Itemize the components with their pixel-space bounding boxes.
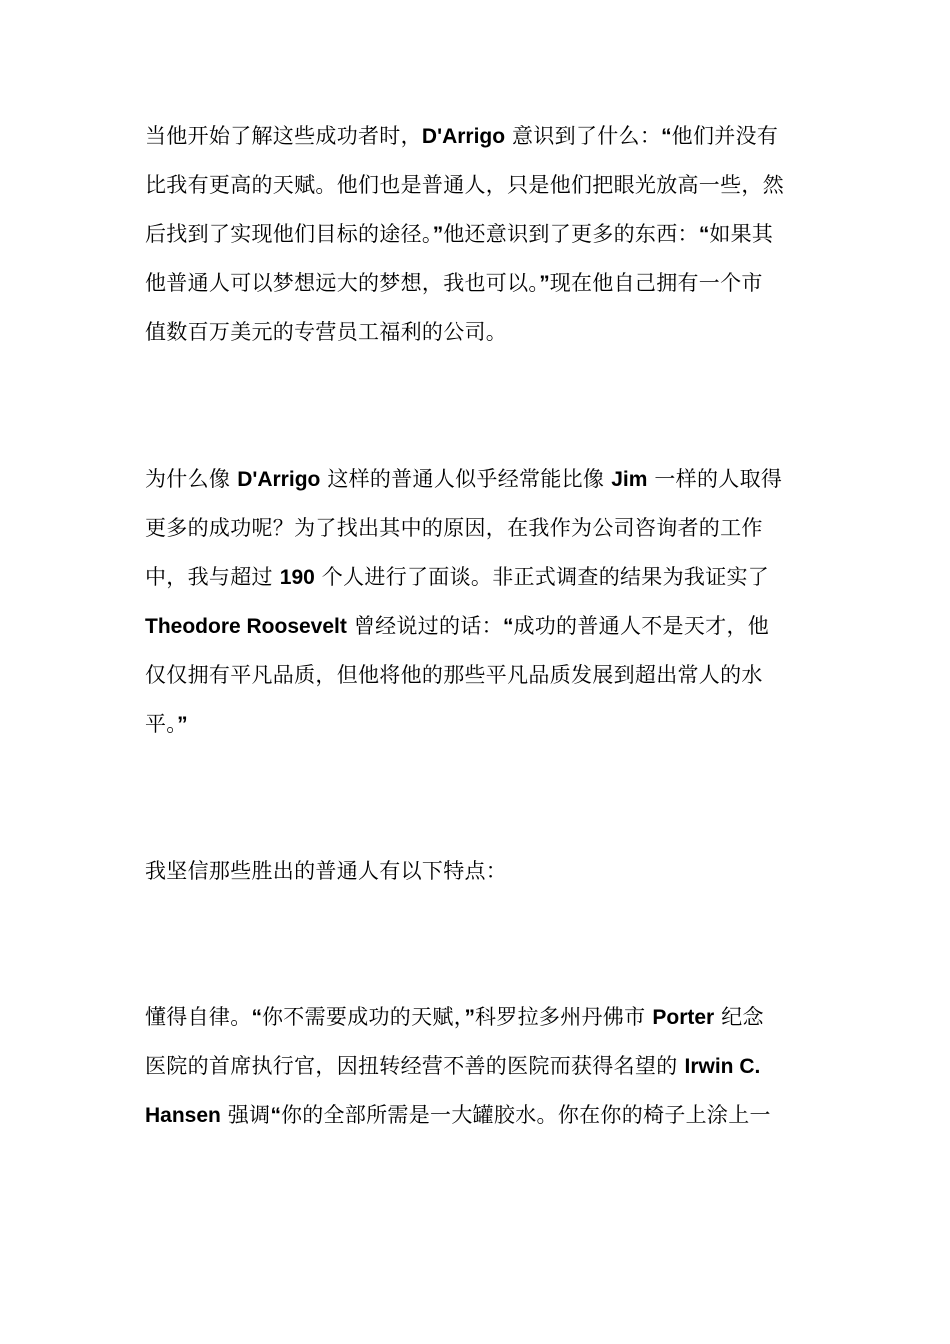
- bold-text-run: ”: [177, 713, 188, 736]
- text-line: [145, 161, 815, 210]
- text-run: 你不需要成功的天赋，: [262, 1005, 465, 1029]
- text-run: 比我有更高的天赋。他们也是普通人，只是他们把眼光放高一些，然: [145, 173, 784, 197]
- text-run: 曾经说过的话：: [346, 614, 503, 638]
- text-run: 这样的普通人似乎经常能比像: [320, 467, 612, 491]
- text-line: [145, 455, 815, 504]
- bold-text-run: ”: [464, 1006, 475, 1029]
- text-run: 现在他自己拥有一个市: [549, 271, 763, 295]
- paragraph-darrigo-realization: [145, 112, 815, 357]
- text-run: 科罗拉多州丹佛市: [475, 1005, 653, 1029]
- text-run: 你的全部所需是一大罐胶水。你在你的椅子上涂上一: [280, 1103, 771, 1127]
- text-run: 强调: [220, 1103, 271, 1127]
- text-run: 成功的普通人不是天才，他: [513, 614, 770, 638]
- bold-text-run: “: [502, 615, 514, 638]
- text-run: 如果其: [709, 222, 774, 246]
- text-line: [145, 651, 815, 700]
- text-line: [145, 259, 815, 308]
- text-line: [145, 847, 815, 896]
- text-run: 更多的成功呢？为了找出其中的原因，在我作为公司咨询者的工作: [145, 516, 763, 540]
- text-run: 我坚信那些胜出的普通人有以下特点：: [145, 859, 508, 883]
- paragraph-traits-intro: [145, 847, 815, 896]
- text-line: [145, 504, 815, 553]
- text-line: [145, 700, 815, 749]
- bold-text-run: “: [661, 125, 672, 148]
- text-run: 纪念: [714, 1005, 764, 1029]
- bold-text-run: ”: [539, 272, 550, 295]
- bold-text-run: “: [270, 1104, 281, 1127]
- text-run: 一样的人取得: [647, 467, 783, 491]
- bold-text-run: ”: [432, 223, 444, 246]
- text-run: 当他开始了解这些成功者时，: [145, 124, 422, 148]
- text-run: 懂得自律。: [145, 1005, 252, 1029]
- text-line: [145, 602, 815, 651]
- text-line: [145, 993, 815, 1042]
- paragraph-self-discipline: [145, 993, 815, 1140]
- bold-text-run: Theodore Roosevelt: [145, 615, 347, 638]
- text-run: 他们并没有: [671, 124, 779, 148]
- text-line: [145, 553, 815, 602]
- bold-text-run: D'Arrigo: [237, 468, 321, 491]
- text-run: 他普通人可以梦想远大的梦想，我也可以。: [145, 271, 540, 295]
- text-run: 为什么像: [145, 467, 238, 491]
- text-run: 值数百万美元的专营员工福利的公司。: [145, 320, 508, 344]
- text-run: 仅仅拥有平凡品质，但他将他的那些平凡品质发展到超出常人的水: [145, 663, 763, 687]
- bold-text-run: “: [251, 1006, 262, 1029]
- bold-text-run: Hansen: [145, 1104, 221, 1127]
- text-run: 医院的首席执行官，因扭转经营不善的医院而获得名望的: [145, 1054, 685, 1078]
- text-run: 平。: [145, 712, 178, 736]
- text-run: 他还意识到了更多的东西：: [443, 222, 699, 246]
- text-run: 意识到了什么：: [505, 124, 662, 148]
- bold-text-run: Irwin C.: [684, 1055, 761, 1078]
- text-run: 后找到了实现他们目标的途径。: [145, 222, 433, 246]
- text-line: [145, 210, 815, 259]
- paragraph-ordinary-people-success: [145, 455, 815, 749]
- text-line: [145, 308, 815, 357]
- text-run: 中，我与超过: [145, 565, 280, 589]
- bold-text-run: Porter: [652, 1006, 715, 1029]
- text-line: [145, 1091, 815, 1140]
- text-line: [145, 1042, 815, 1091]
- text-run: 个人进行了面谈。非正式调查的结果为我证实了: [314, 565, 770, 589]
- bold-text-run: D'Arrigo: [421, 125, 506, 148]
- bold-text-run: Jim: [611, 468, 648, 491]
- text-line: [145, 112, 815, 161]
- bold-text-run: 190: [279, 566, 315, 589]
- bold-text-run: “: [698, 223, 710, 246]
